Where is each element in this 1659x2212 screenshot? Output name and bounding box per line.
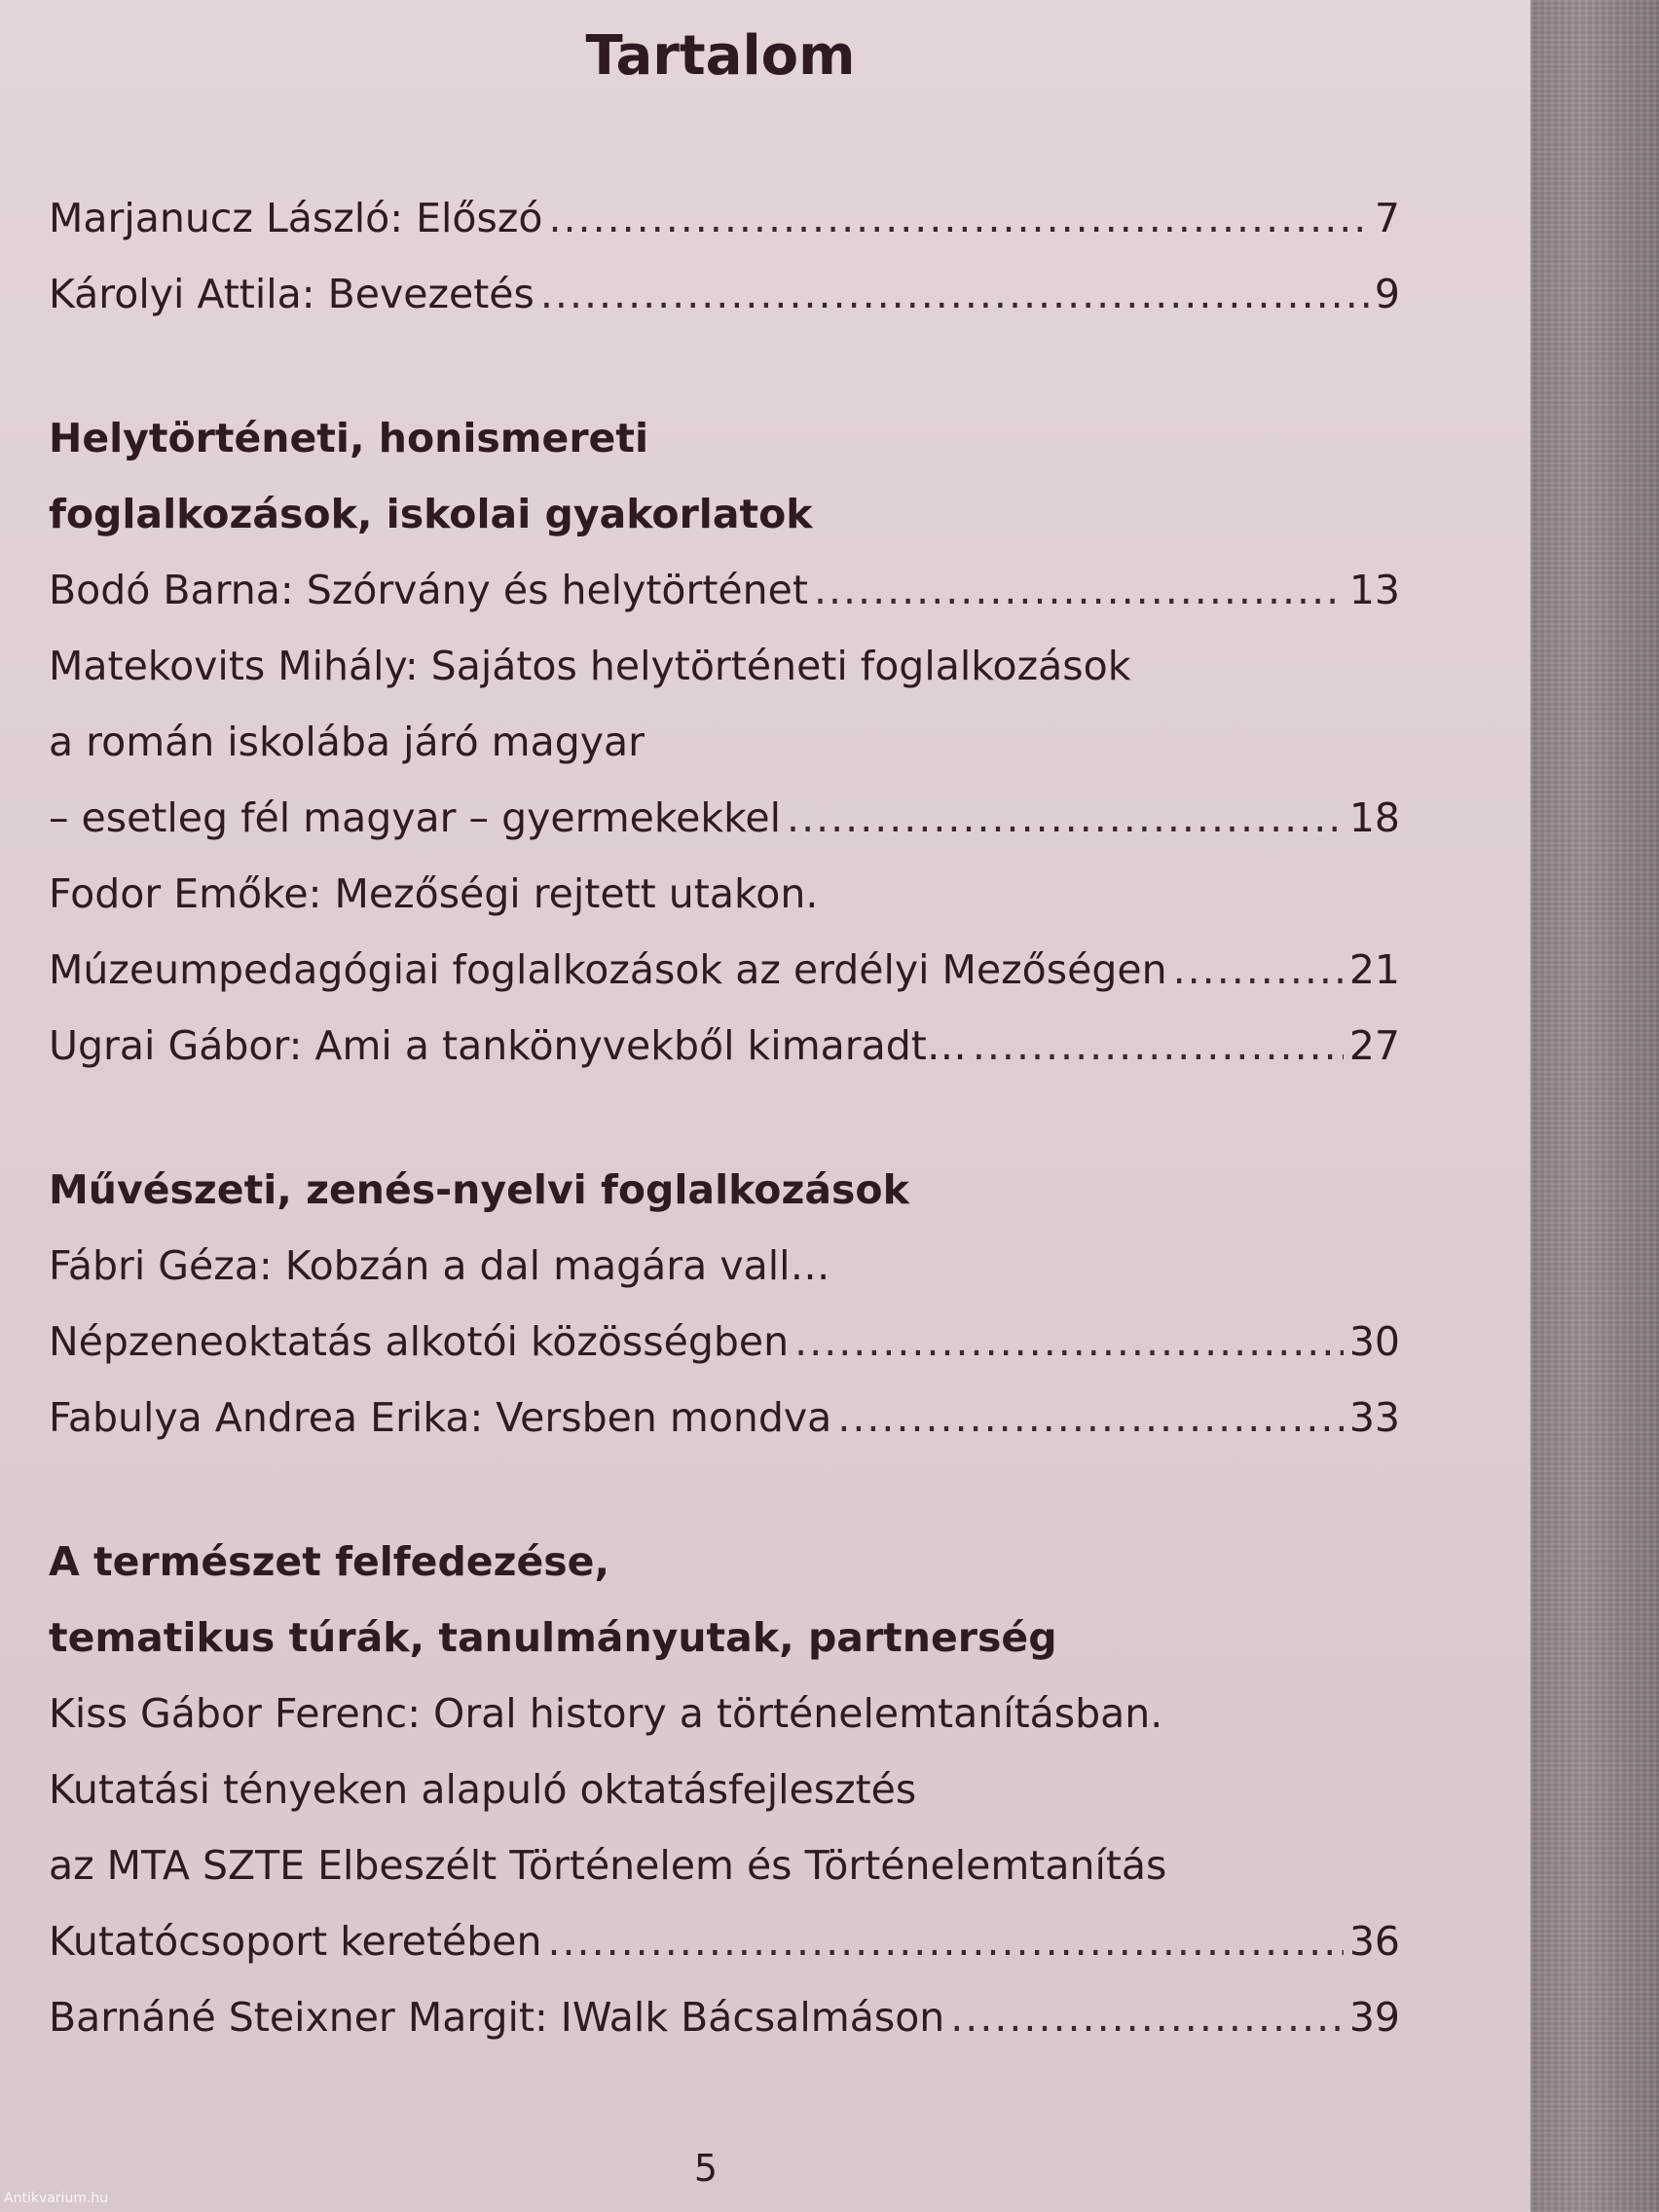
toc-entry	[49, 1008, 1400, 1084]
toc-entry-line	[49, 1228, 1400, 1304]
toc-entry-line	[49, 628, 1400, 704]
dot-leader	[973, 1008, 1344, 1084]
dot-leader	[837, 1380, 1344, 1456]
dot-leader	[794, 1304, 1344, 1380]
dot-leader	[548, 180, 1368, 256]
entry-page-number: 27	[1348, 1022, 1400, 1069]
entry-page-number: 13	[1348, 567, 1400, 613]
entry-page-number: 18	[1348, 794, 1400, 841]
toc-entry	[49, 1979, 1400, 2055]
toc-entry-line	[49, 1676, 1400, 1751]
entry-text: a román iskolába járó magyar	[49, 719, 645, 765]
entry-text: Barnáné Steixner Margit: IWalk Bácsalmáson	[49, 1994, 945, 2041]
entry-text: Marjanucz László: Előszó	[49, 195, 543, 241]
entry-text: Kutatócsoport keretében	[49, 1918, 542, 1965]
entry-page-number: 33	[1348, 1394, 1400, 1441]
dot-leader	[540, 256, 1369, 332]
page-title: Tartalom	[585, 24, 856, 88]
dot-leader	[787, 780, 1344, 856]
toc-entry	[49, 932, 1400, 1008]
entry-text: Fodor Emőke: Mezőségi rejtett utakon.	[49, 870, 819, 917]
toc-entry-line	[49, 1751, 1400, 1827]
page-number: 5	[693, 2147, 719, 2190]
toc-entry-line	[49, 704, 1400, 780]
entry-text: Népzeneoktatás alkotói közösségben	[49, 1318, 790, 1365]
toc-entry	[49, 256, 1400, 332]
entry-text: Bodó Barna: Szórvány és helytörténet	[49, 567, 808, 613]
entry-text: Fabulya Andrea Erika: Versben mondva	[49, 1394, 832, 1441]
entry-page-number: 21	[1348, 946, 1400, 993]
toc-entry	[49, 1380, 1400, 1456]
entry-text: Kutatási tényeken alapuló oktatásfejlesztés	[49, 1766, 917, 1813]
entry-text: Fábri Géza: Kobzán a dal magára vall…	[49, 1242, 830, 1289]
section-heading: foglalkozások, iskolai gyakorlatok	[49, 491, 813, 537]
dot-leader	[950, 1979, 1344, 2055]
entry-page-number: 39	[1348, 1994, 1400, 2041]
dot-leader	[814, 552, 1344, 628]
dot-leader	[547, 1903, 1343, 1979]
entry-text: Károlyi Attila: Bevezetés	[49, 271, 535, 317]
toc-entry-line	[49, 1827, 1400, 1903]
toc-entry-line	[49, 856, 1400, 932]
dot-leader	[1173, 932, 1344, 1008]
entry-page-number: 36	[1348, 1918, 1400, 1965]
toc-entry	[49, 552, 1400, 628]
entry-text: – esetleg fél magyar – gyermekekkel	[49, 794, 782, 841]
toc-entry	[49, 1304, 1400, 1380]
toc-entry	[49, 1903, 1400, 1979]
toc-entry	[49, 780, 1400, 856]
entry-page-number: 30	[1348, 1318, 1400, 1365]
table-of-contents	[49, 180, 1400, 2055]
section-heading: Művészeti, zenés-nyelvi foglalkozások	[49, 1166, 909, 1213]
entry-text: Ugrai Gábor: Ami a tankönyvekből kimaradt…	[49, 1022, 967, 1069]
book-spine	[1530, 0, 1659, 2212]
toc-entry	[49, 180, 1400, 256]
section-heading: Helytörténeti, honismereti	[49, 415, 649, 461]
entry-page-number: 7	[1374, 195, 1400, 241]
entry-page-number: 9	[1374, 271, 1400, 317]
section-heading: tematikus túrák, tanulmányutak, partnerség	[49, 1614, 1057, 1661]
entry-text: Kiss Gábor Ferenc: Oral history a történelemtanításban.	[49, 1690, 1163, 1737]
entry-text: Matekovits Mihály: Sajátos helytörténeti foglalkozások	[49, 643, 1131, 689]
entry-text: Múzeumpedagógiai foglalkozások az erdélyi Mezőségen	[49, 946, 1167, 993]
watermark: Antikvarium.hu	[4, 2191, 109, 2206]
entry-text: az MTA SZTE Elbeszélt Történelem és Történelemtanítás	[49, 1842, 1167, 1889]
section-heading: A természet felfedezése,	[49, 1538, 610, 1585]
